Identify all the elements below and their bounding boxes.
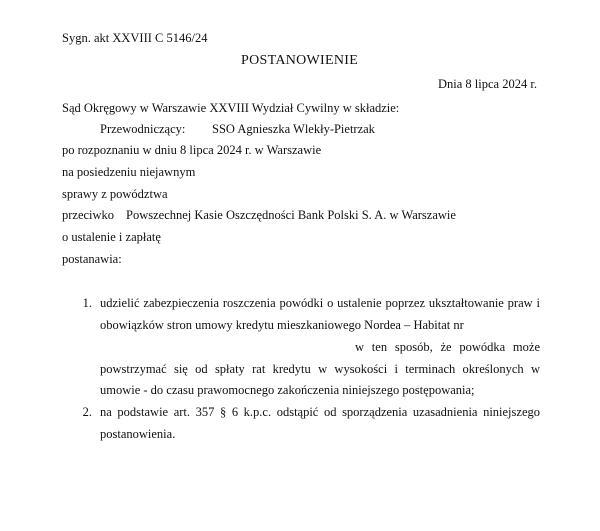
- case-line: sprawy z powództwa: [62, 187, 168, 201]
- item-line: na podstawie art. 357 § 6 k.p.c. odstąpić od sporządzenia uzasadnienia niniejszego: [100, 405, 540, 419]
- item-number: 2.: [82, 405, 92, 419]
- decides-line: postanawia:: [62, 252, 122, 266]
- item-line: obowiązków stron umowy kredytu mieszkaniowego Nordea – Habitat nr: [100, 318, 464, 332]
- item-line: postanowienia.: [100, 427, 176, 441]
- court-line: Sąd Okręgowy w Warszawie XXVIII Wydział Cywilny w składzie:: [62, 101, 400, 115]
- document-title: POSTANOWIENIE: [241, 53, 359, 68]
- chair-label: Przewodniczący:: [100, 122, 186, 136]
- subject-line: o ustalenie i zapłatę: [62, 230, 161, 244]
- item-line: udzielić zabezpieczenia roszczenia powódki o ustalenie poprzez ukształtowanie praw i: [100, 296, 540, 310]
- chair-name: SSO Agnieszka Wlekły-Pietrzak: [212, 122, 375, 136]
- hearing-line: po rozpoznaniu w dniu 8 lipca 2024 r. w Warszawie: [62, 143, 322, 157]
- item-line: w ten sposób, że powódka może: [355, 340, 540, 354]
- against-label: przeciwko: [62, 208, 115, 222]
- against-party: Powszechnej Kasie Oszczędności Bank Polski S. A. w Warszawie: [126, 208, 456, 222]
- document-date: Dnia 8 lipca 2024 r.: [438, 77, 537, 91]
- item-line: umowie - do czasu prawomocnego zakończenia niniejszego postępowania;: [100, 383, 475, 397]
- item-number: 1.: [82, 296, 92, 310]
- item-line: powstrzymać się od spłaty rat kredytu w wysokości i terminach określonych w: [100, 362, 540, 376]
- session-line: na posiedzeniu niejawnym: [62, 165, 196, 179]
- case-signature: Sygn. akt XXVIII C 5146/24: [62, 31, 208, 45]
